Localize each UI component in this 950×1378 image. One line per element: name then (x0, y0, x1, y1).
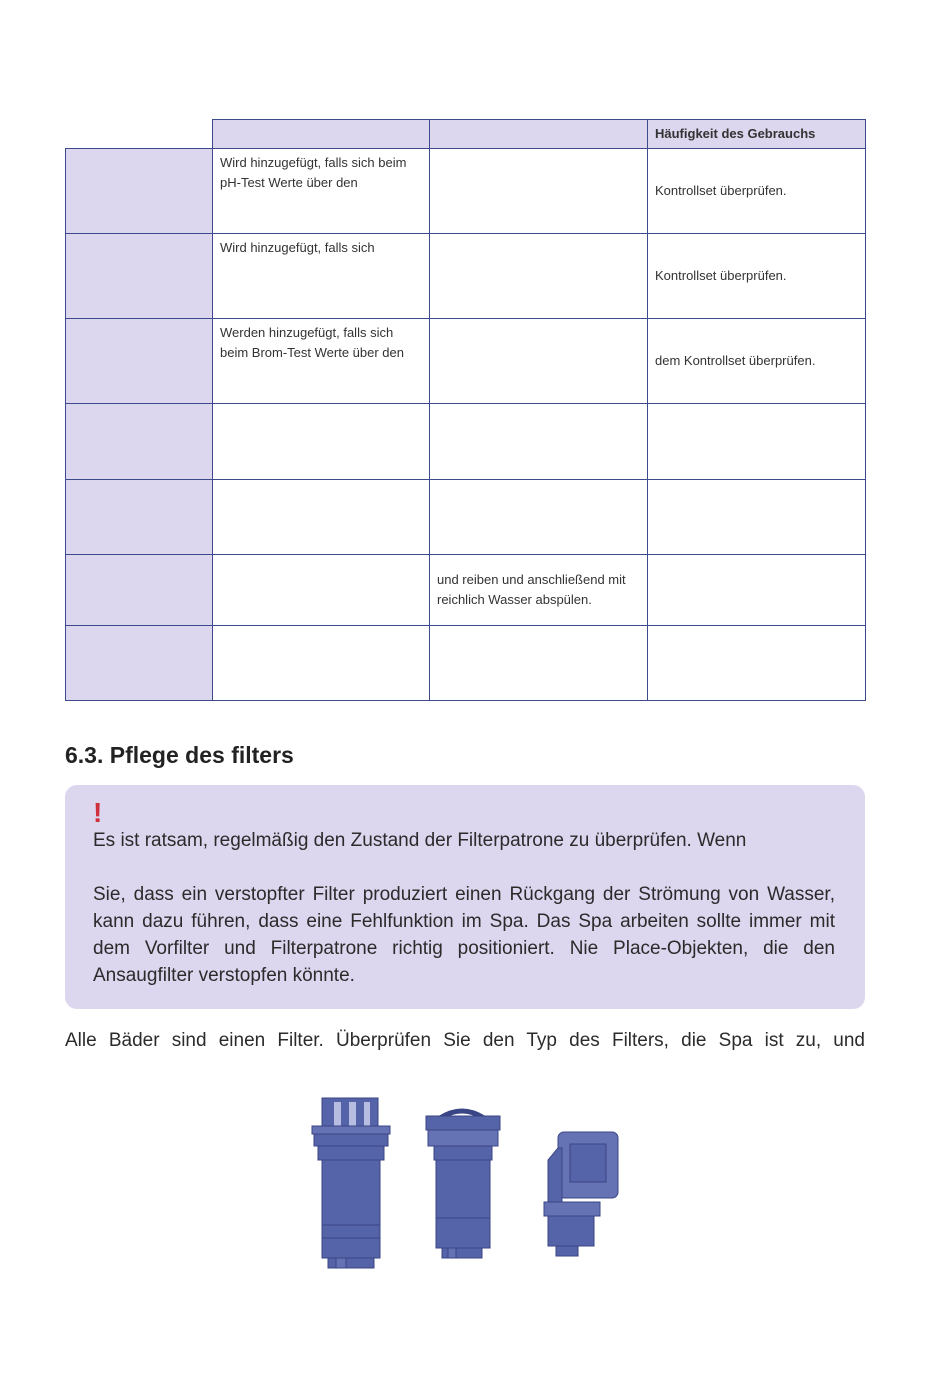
description-cell (213, 626, 430, 701)
header-cell (430, 120, 648, 149)
tall-cartridge-filter-icon (312, 1098, 390, 1268)
table-header-row (66, 120, 866, 149)
frequency-cell: Kontrollset überprüfen. (648, 234, 866, 319)
row-header-cell (66, 626, 213, 701)
warning-notice (65, 785, 865, 1009)
notice-line: Es ist ratsam, regelmäßig den Zustand der Filterpatrone zu überprüfen. Wenn (93, 830, 747, 851)
usage-cell: und reiben und anschließend mit reichlich Wasser abspülen. (430, 555, 648, 626)
section-title: 6.3. Pflege des filters (65, 742, 294, 768)
row-header-cell (66, 404, 213, 480)
description-cell (213, 480, 430, 555)
usage-cell (430, 480, 648, 555)
frequency-cell (648, 404, 866, 480)
row-header-cell (66, 319, 213, 404)
table-row (66, 319, 866, 404)
frequency-cell (648, 626, 866, 701)
row-header-cell (66, 149, 213, 234)
usage-cell (430, 234, 648, 319)
frequency-cell (648, 480, 866, 555)
header-frequency: Häufigkeit des Gebrauchs (648, 120, 866, 149)
row-header-cell (66, 234, 213, 319)
short-cartridge-filter-icon (426, 1111, 500, 1258)
table-corner (66, 120, 213, 149)
usage-cell (430, 404, 648, 480)
exclamation-icon: ! (93, 797, 103, 828)
table-row (66, 555, 866, 626)
usage-cell (430, 149, 648, 234)
skimmer-filter-icon (544, 1132, 618, 1256)
frequency-cell (648, 555, 866, 626)
table-row (66, 234, 866, 319)
notice-paragraph: Sie, dass ein verstopfter Filter produziert einen Rückgang der Strömung von Wasser, kann dazu führen, dass eine Fehlfunktion im Spa. Das Spa arbeiten sollte immer mit dem Vorfilter und Filterpatrone richtig positioniert. Nie Place-Objekten, die den Ansaugfilter verstopfen könnte. (93, 884, 835, 986)
table-row (66, 404, 866, 480)
table-row (66, 149, 866, 234)
description-cell (213, 555, 430, 626)
usage-cell (430, 319, 648, 404)
frequency-cell: Kontrollset überprüfen. (648, 149, 866, 234)
filter-illustrations (300, 1090, 640, 1280)
table-row (66, 480, 866, 555)
chemicals-table (65, 119, 866, 701)
row-header-cell (66, 480, 213, 555)
description-cell: Werden hinzugefügt, falls sich beim Brom-Test Werte über den (213, 319, 430, 404)
description-cell: Wird hinzugefügt, falls sich (213, 234, 430, 319)
header-cell (213, 120, 430, 149)
frequency-cell: dem Kontrollset überprüfen. (648, 319, 866, 404)
table-row (66, 626, 866, 701)
intro-text: Alle Bäder sind einen Filter. Überprüfen Sie den Typ des Filters, die Spa ist zu, und (65, 1030, 865, 1051)
description-cell: Wird hinzugefügt, falls sich beim pH-Test Werte über den (213, 149, 430, 234)
row-header-cell (66, 555, 213, 626)
usage-cell (430, 626, 648, 701)
description-cell (213, 404, 430, 480)
